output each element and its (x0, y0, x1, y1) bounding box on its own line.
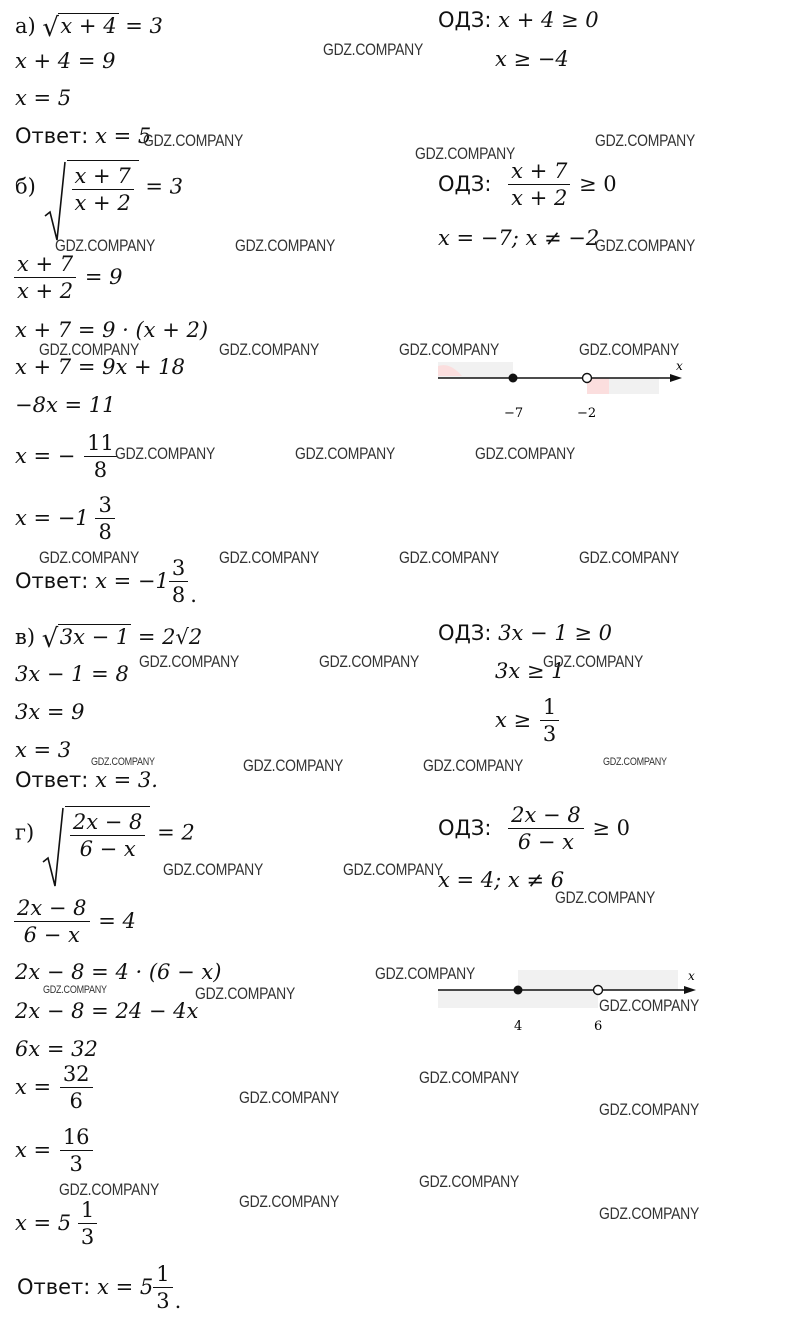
part-g-line-5-lhs: x = (15, 1075, 52, 1100)
sqrt-symbol: √ x + 4 (42, 13, 117, 43)
part-v-odz-1: 3x − 1 ≥ 0 (498, 621, 612, 645)
part-b-line-1-rhs: = 9 (84, 265, 123, 290)
part-g-label: г) (15, 820, 35, 845)
watermark: GDZ.COMPANY (323, 40, 424, 59)
part-v-equation (15, 624, 203, 654)
part-b-odz-2: x = −7; x ≠ −2 (438, 226, 600, 250)
part-g-line-4: 6x = 32 (15, 1037, 98, 1061)
open-point (583, 374, 592, 383)
axis-label-1: 4 (514, 1019, 523, 1034)
watermark: GDZ.COMPANY (595, 131, 696, 150)
part-g-line-6-lhs: x = (15, 1138, 52, 1163)
watermark: GDZ.COMPANY (599, 1204, 700, 1223)
answer-word: Ответ: (15, 124, 89, 148)
part-a-line-2: x = 5 (15, 86, 72, 110)
part-a-radicand: x + 4 (60, 14, 117, 38)
watermark: GDZ.COMPANY (375, 964, 476, 983)
axis-arrow-icon (684, 986, 696, 994)
watermark: GDZ.COMPANY (39, 548, 140, 567)
part-g-rhs: = 2 (157, 820, 195, 845)
watermark: GDZ.COMPANY (295, 444, 396, 463)
part-a-odz-2: x ≥ −4 (495, 47, 569, 71)
part-v-odz-2: 3x ≥ 1 (495, 659, 565, 683)
fraction-numerator: 1 (540, 696, 559, 721)
fraction-denominator: x + 2 (511, 186, 568, 211)
axis-label-2: 6 (594, 1019, 603, 1034)
watermark: GDZ.COMPANY (603, 756, 667, 768)
part-g-line-7 (15, 1199, 99, 1248)
fraction-denominator: x + 2 (17, 279, 74, 304)
fraction-numerator: x + 7 (14, 253, 76, 278)
fraction-denominator: 8 (171, 583, 186, 608)
fraction-denominator: 3 (69, 1152, 83, 1177)
watermark: GDZ.COMPANY (219, 548, 320, 567)
fraction-denominator: 8 (93, 458, 108, 483)
watermark: GDZ.COMPANY (59, 1180, 160, 1199)
watermark: GDZ.COMPANY (195, 984, 296, 1003)
watermark: GDZ.COMPANY (579, 340, 680, 359)
part-b-label: б) (15, 174, 36, 199)
watermark: GDZ.COMPANY (43, 984, 107, 996)
watermark: GDZ.COMPANY (235, 236, 336, 255)
watermark: GDZ.COMPANY (115, 444, 216, 463)
watermark: GDZ.COMPANY (579, 548, 680, 567)
part-b-rhs: = 3 (145, 174, 184, 199)
fraction-denominator: 3 (156, 1289, 170, 1314)
answer-word: Ответ: (17, 1275, 91, 1300)
part-g-odz-rhs: ≥ 0 (592, 816, 631, 841)
watermark: GDZ.COMPANY (555, 888, 656, 907)
watermark: GDZ.COMPANY (595, 236, 696, 255)
part-v-odz-3-lhs: x ≥ (495, 708, 532, 733)
watermark: GDZ.COMPANY (55, 236, 156, 255)
watermark: GDZ.COMPANY (343, 860, 444, 879)
fraction-denominator: 3 (542, 722, 557, 747)
fraction-numerator: 2x − 8 (508, 804, 584, 829)
fraction-denominator: 6 (69, 1089, 83, 1114)
part-b-equation (15, 160, 183, 214)
fraction-numerator: 3 (95, 494, 114, 519)
watermark: GDZ.COMPANY (599, 996, 700, 1015)
part-v-radicand: 3x − 1 (59, 625, 130, 649)
part-a-odz (438, 10, 599, 31)
watermark: GDZ.COMPANY (399, 340, 500, 359)
part-g-numerator: 2x − 8 (70, 811, 146, 836)
part-v-answer-value: x = 3. (95, 768, 158, 792)
part-g-answer (17, 1263, 181, 1312)
part-b-line-6-lhs: x = −1 (15, 506, 89, 531)
big-sqrt-symbol (43, 160, 139, 214)
fraction-denominator: 6 − x (517, 830, 574, 855)
watermark: GDZ.COMPANY (399, 548, 500, 567)
axis-label-2: −2 (577, 406, 597, 421)
watermark: GDZ.COMPANY (419, 1172, 520, 1191)
part-v-label: в) (15, 625, 36, 649)
answer-period: . (190, 583, 197, 608)
fraction-numerator: 1 (153, 1263, 172, 1288)
part-v-line-1: 3x − 1 = 8 (15, 662, 129, 686)
odz-label: ОДЗ: (438, 816, 492, 841)
watermark: GDZ.COMPANY (599, 1100, 700, 1119)
fraction-numerator: 11 (84, 432, 117, 457)
part-v-answer (15, 770, 158, 791)
part-v-line-2: 3x = 9 (15, 700, 85, 724)
part-g-answer-value: x = 5 (97, 1275, 154, 1300)
part-g-line-3: 2x − 8 = 24 − 4x (15, 999, 199, 1023)
answer-word: Ответ: (15, 569, 89, 594)
filled-point (514, 986, 523, 995)
big-sqrt-symbol (41, 806, 151, 860)
part-g-line-1 (12, 897, 136, 946)
part-v-rhs: = 2√2 (137, 625, 203, 649)
watermark: GDZ.COMPANY (475, 444, 576, 463)
part-b-line-5 (15, 432, 119, 481)
part-v-odz-3 (495, 696, 561, 745)
part-v-line-3: x = 3 (15, 738, 72, 762)
fraction-denominator: 6 − x (23, 923, 80, 948)
part-b-line-5-lhs: x = − (15, 444, 76, 469)
part-g-line-7-lhs: x = 5 (15, 1211, 72, 1236)
watermark: GDZ.COMPANY (143, 131, 244, 150)
part-b-line-3: x + 7 = 9x + 18 (15, 355, 185, 379)
watermark: GDZ.COMPANY (139, 652, 240, 671)
fraction-numerator: 1 (78, 1199, 97, 1224)
watermark: GDZ.COMPANY (39, 340, 140, 359)
part-g-equation (15, 806, 195, 860)
watermark: GDZ.COMPANY (239, 1088, 340, 1107)
watermark: GDZ.COMPANY (243, 756, 344, 775)
odz-label: ОДЗ: (438, 172, 492, 197)
part-a-odz-1: x + 4 ≥ 0 (498, 8, 599, 32)
part-g-odz-2: x = 4; x ≠ 6 (438, 868, 565, 892)
part-a-label: а) (15, 14, 36, 38)
watermark: GDZ.COMPANY (91, 756, 155, 768)
part-a-equation (15, 13, 163, 43)
watermark: GDZ.COMPANY (419, 1068, 520, 1087)
fraction-numerator: 3 (169, 557, 188, 582)
axis-arrow-icon (670, 374, 682, 382)
part-g-odz (438, 804, 630, 853)
part-b-line-4: −8x = 11 (15, 393, 116, 417)
part-b-odz (438, 160, 617, 209)
watermark: GDZ.COMPANY (415, 144, 516, 163)
part-g-denominator: 6 − x (79, 837, 136, 862)
sqrt-symbol: √ 3x − 1 (41, 624, 130, 654)
part-b-numerator: x + 7 (72, 165, 134, 190)
fraction-denominator: 8 (98, 520, 112, 545)
watermark: GDZ.COMPANY (423, 756, 524, 775)
fraction-numerator: x + 7 (508, 160, 570, 185)
part-a-answer-value: x = 5 (95, 124, 152, 148)
watermark: GDZ.COMPANY (219, 340, 320, 359)
answer-word: Ответ: (15, 768, 89, 792)
axis-variable: x (688, 969, 695, 983)
watermark: GDZ.COMPANY (239, 1192, 340, 1211)
part-a-answer (15, 126, 151, 147)
part-b-odz-rhs: ≥ 0 (579, 172, 617, 197)
part-b-line-1 (12, 253, 122, 302)
part-a-line-1: x + 4 = 9 (15, 49, 116, 73)
fraction-numerator: 32 (60, 1063, 93, 1088)
watermark: GDZ.COMPANY (163, 860, 264, 879)
fraction-denominator: 3 (80, 1225, 95, 1250)
part-g-line-1-rhs: = 4 (98, 909, 136, 934)
part-g-line-2: 2x − 8 = 4 · (6 − x) (15, 960, 222, 984)
watermark: GDZ.COMPANY (543, 652, 644, 671)
part-b-number-line (430, 356, 700, 426)
odz-label: ОДЗ: (438, 8, 492, 32)
axis-variable: x (676, 359, 683, 373)
watermark: GDZ.COMPANY (319, 652, 420, 671)
part-b-answer-value: x = −1 (95, 569, 169, 594)
filled-point (509, 374, 518, 383)
axis-label-1: −7 (504, 406, 524, 421)
odz-label: ОДЗ: (438, 621, 492, 645)
part-b-line-6 (15, 494, 117, 543)
part-v-odz (438, 623, 612, 644)
answer-period: . (174, 1289, 182, 1314)
part-g-line-6 (15, 1126, 95, 1175)
open-point (594, 986, 603, 995)
part-a-rhs: = 3 (125, 14, 163, 38)
fraction-numerator: 16 (60, 1126, 93, 1151)
part-b-denominator: x + 2 (74, 191, 131, 216)
part-b-line-2: x + 7 = 9 · (x + 2) (15, 318, 209, 342)
part-g-line-5 (15, 1063, 95, 1112)
fraction-numerator: 2x − 8 (14, 897, 90, 922)
